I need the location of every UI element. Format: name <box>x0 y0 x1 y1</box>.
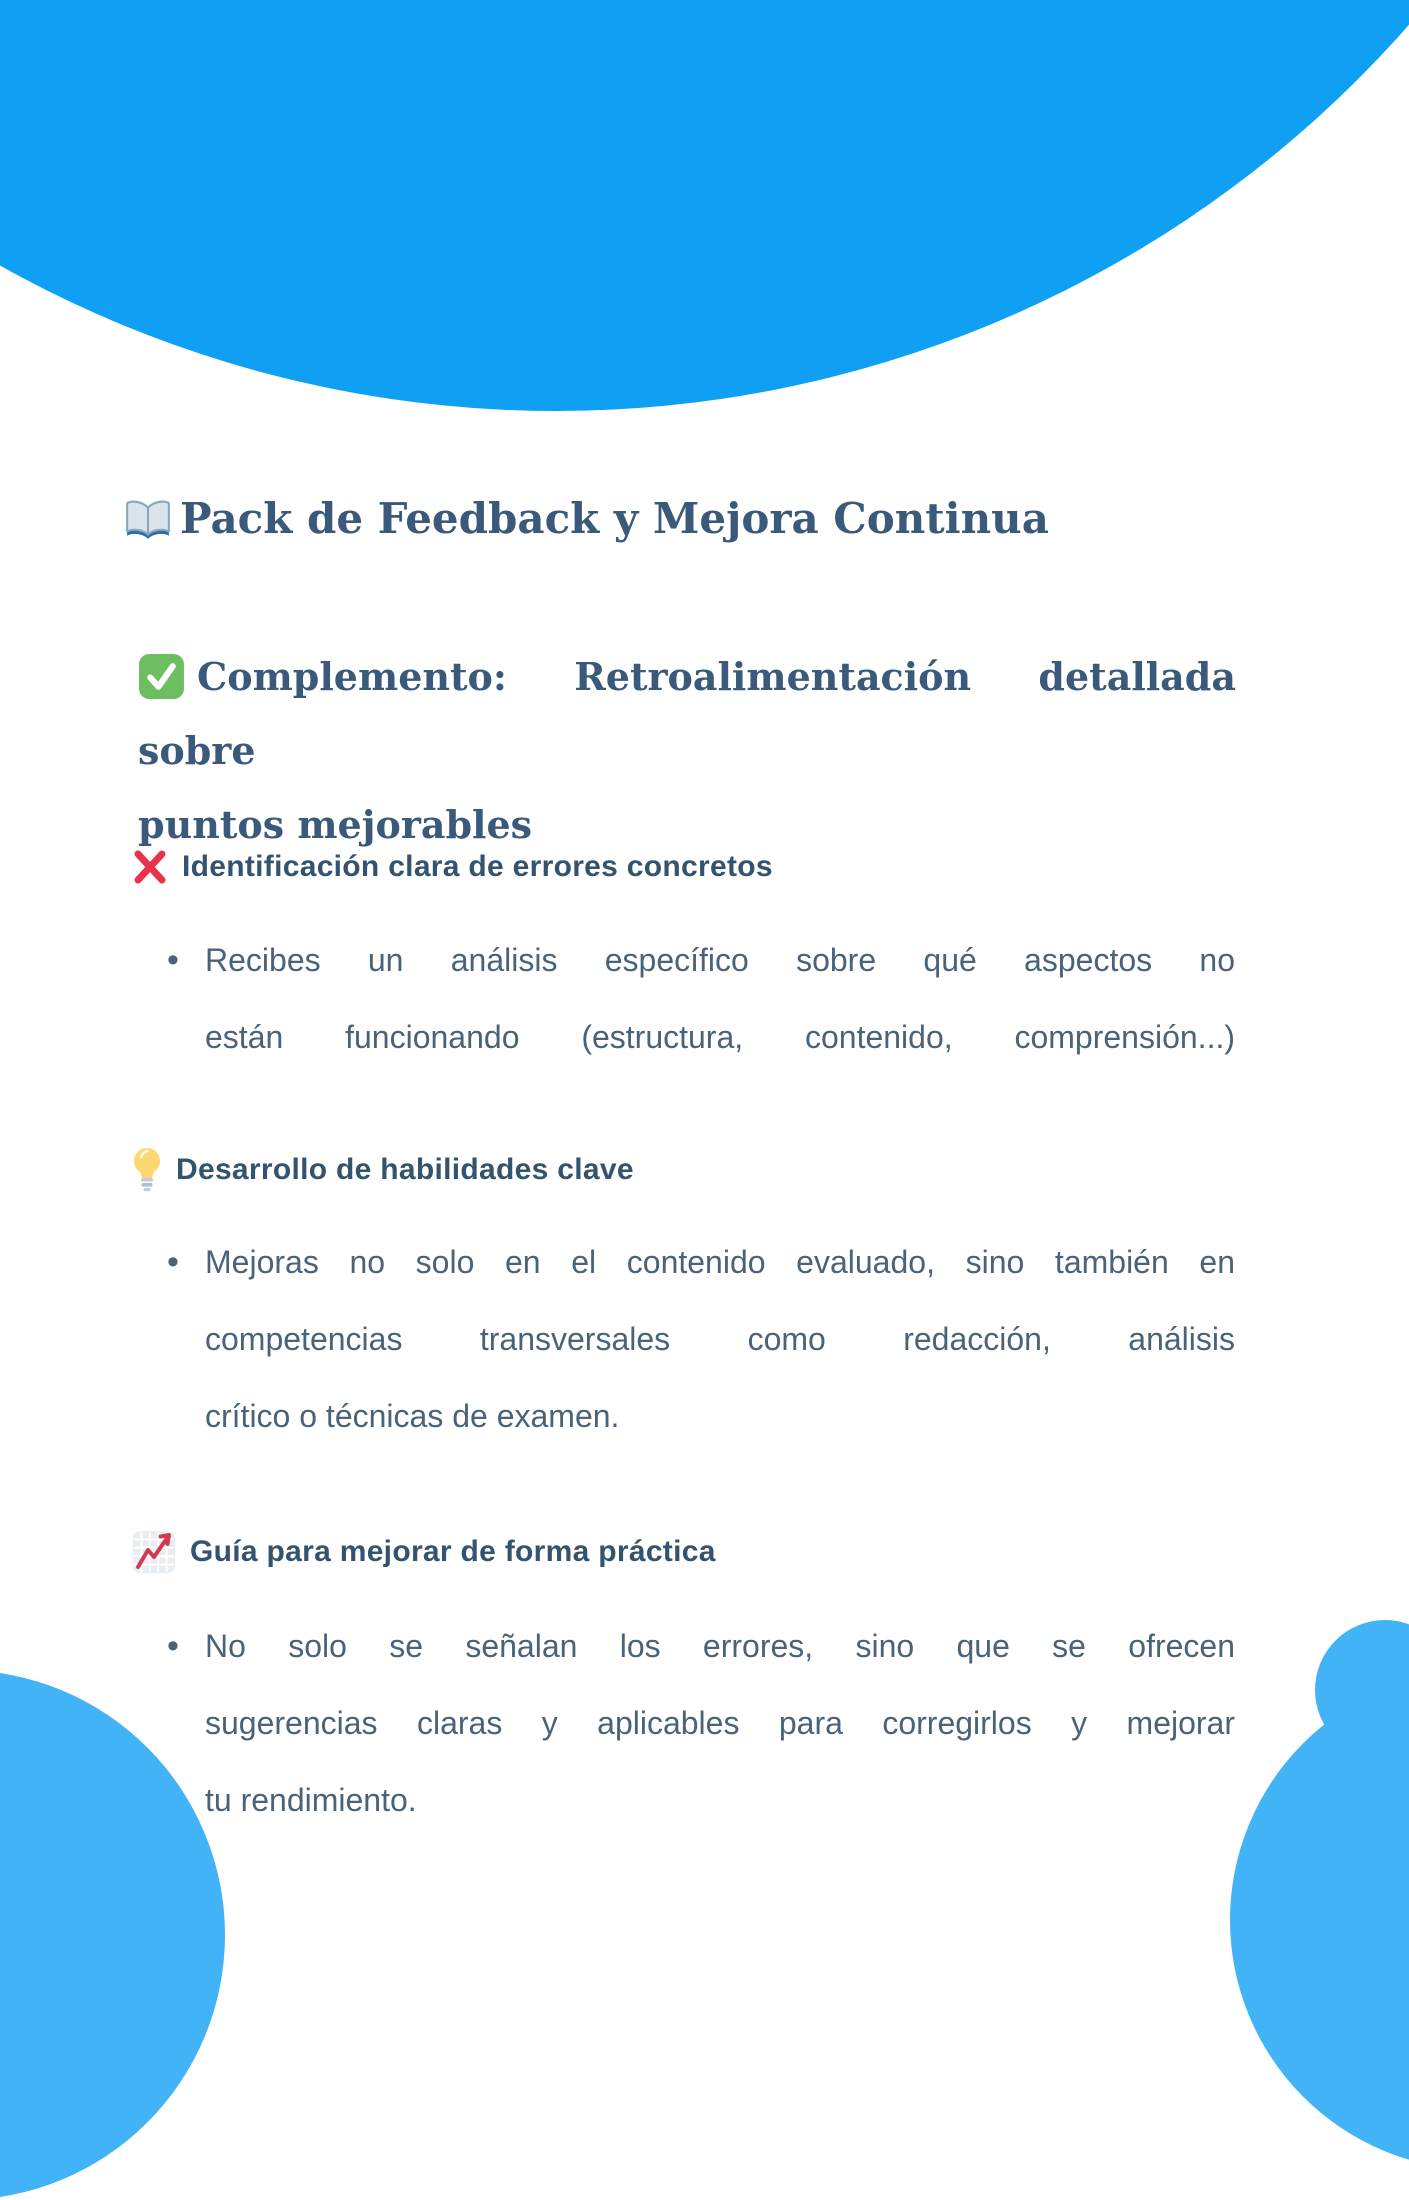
chart-increasing-icon <box>132 1530 176 1574</box>
top-blue-blob <box>0 0 1409 411</box>
bullet-line: • Recibes un análisis específico sobre qué aspectos no <box>205 942 1235 978</box>
bullet-item <box>205 1224 1235 1455</box>
open-book-icon <box>124 497 172 541</box>
subtitle-text-2: puntos mejorables <box>138 802 533 847</box>
section-heading-text: Desarrollo de habilidades clave <box>176 1152 634 1186</box>
bottom-right-circle-large <box>1230 1670 1409 2170</box>
bullet-line: sugerencias claras y aplicables para corregirlos y mejorar <box>205 1705 1235 1741</box>
section-heading-text: Guía para mejorar de forma práctica <box>190 1535 716 1568</box>
bullet-line: están funcionando (estructura, contenido, comprensión...) <box>205 1019 1235 1055</box>
bullet-line: • Mejoras no solo en el contenido evaluado, sino también en <box>205 1244 1235 1280</box>
bullet-item <box>205 922 1235 1076</box>
bullet-line: crítico o técnicas de examen. <box>205 1398 620 1434</box>
cross-mark-icon <box>132 848 168 886</box>
check-mark-icon <box>138 653 185 700</box>
light-bulb-icon <box>132 1146 162 1193</box>
subtitle-text-1: Complemento: Retroalimentación detallada sobre <box>138 654 1236 773</box>
subtitle-line-1 <box>138 640 1236 788</box>
section-heading-errores <box>132 848 773 886</box>
section-heading-habilidades <box>132 1146 634 1193</box>
page-title-text: Pack de Feedback y Mejora Continua <box>180 494 1049 543</box>
bullet-line: tu rendimiento. <box>205 1782 417 1818</box>
bullet-line: • No solo se señalan los errores, sino que se ofrecen <box>205 1628 1235 1664</box>
bottom-left-circle-large <box>0 1670 225 2200</box>
section-heading-guia <box>132 1530 716 1574</box>
section-heading-text: Identificación clara de errores concretos <box>182 850 773 883</box>
subtitle <box>138 640 1236 862</box>
bullet-line: competencias transversales como redacción, análisis <box>205 1321 1235 1357</box>
page-title <box>124 494 1049 543</box>
bullet-item <box>205 1608 1235 1839</box>
